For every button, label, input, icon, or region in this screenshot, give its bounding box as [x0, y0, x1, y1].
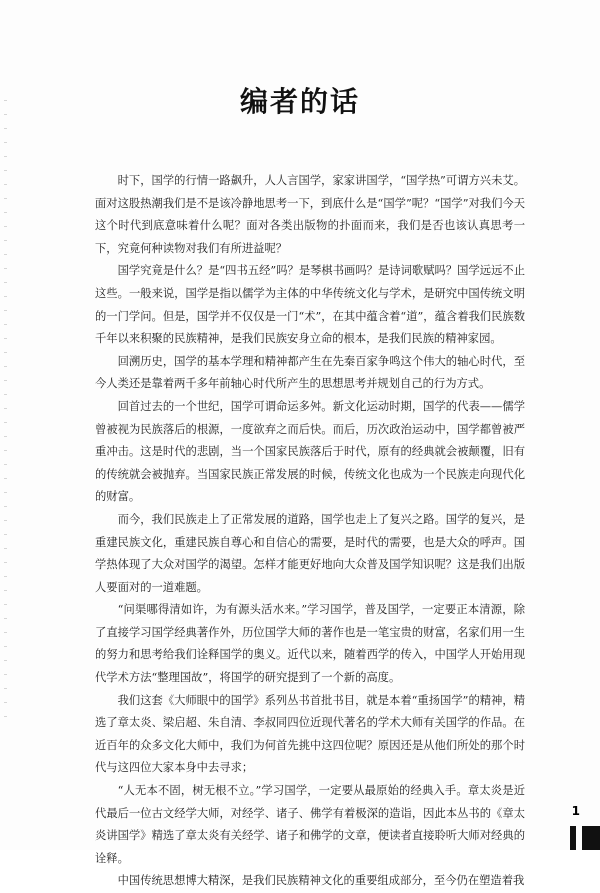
paragraph-4: 回首过去的一个世纪，国学可谓命运多舛。新文化运动时期，国学的代表——儒学曾被视为民族落后的根源，一度欲弃之而后快。而后，历次政治运动中，国学都曾被严重冲击。这是时代的悲剧，当一个国家民族落后于时代，原有的经典就会被颠覆，旧有的传统就会被抛弃。当国家民族正常发展的时候，传统文化也成为一个民族走向现代化的财富。 [95, 399, 525, 504]
page-number: 1 [571, 804, 580, 818]
paragraph-5: 而今，我们民族走上了正常发展的道路，国学也走上了复兴之路。国学的复兴，是重建民族文化，重建民族自尊心和自信心的需要，是时代的需要，也是大众的呼声。国学热体现了大众对国学的渴望。怎样才能更好地向大众普及国学知识呢？这是我们出版人要面对的一道难题。 [95, 512, 525, 594]
paragraph-9: 中国传统思想博大精深，是我们民族精神文化的重要组成部分，至今仍在塑造着我 [117, 874, 525, 888]
scan-edge-marks [4, 100, 7, 720]
paragraph-1: 时下，国学的行情一路飙升，人人言国学，家家讲国学，“国学热”可谓方兴未艾。面对这股热潮我们是不是该冷静地思考一下，到底什么是“国学”呢？“国学”对我们今天这个时代到底意味着什么呢？面对各类出版物的扑面而来，我们是否也该认真思考一下，究竟何种读物对我们有所进益呢？ [95, 174, 525, 255]
paragraph-3: 回溯历史，国学的基本学理和精神都产生在先秦百家争鸣这个伟大的轴心时代，至今人类还是靠着两千多年前轴心时代所产生的思想思考并规划自己的行为方式。 [95, 354, 525, 391]
paragraph-7: 我们这套《大师眼中的国学》系列丛书首批书目，就是本着“重扬国学”的精神，精选了章太炎、梁启超、朱自清、李叔同四位近现代著名的学术大师有关国学的作品。在近百年的众多文化大师中，我们为何首先挑中这四位呢？原因还是从他们所处的那个时代与这四位大家本身中去寻求； [95, 693, 525, 775]
body-text [95, 170, 525, 893]
paragraph-8: “人无本不固，树无根不立。”学习国学，一定要从最原始的经典入手。章太炎是近代最后一位古文经学大师，对经学、诸子、佛学有着极深的造诣，因此本丛书的《章太炎讲国学》精选了章太炎有关经学、诸子和佛学的文章，便读者直接聆听大师对经典的诠释。 [95, 784, 525, 865]
page-title: 编者的话 [239, 85, 360, 118]
paragraph-6: “问渠哪得清如许，为有源头活水来。”学习国学，普及国学，一定要正本清源，除了直接学习国学经典著作外，历位国学大师的著作也是一笔宝贵的财富，名家们用一生的努力和思考给我们诠释国学的奥义。近代以来，随着西学的传入，中国学人开始用现代学术方法“整理国故”，将国学的研究提到了一个新的高度。 [95, 603, 525, 685]
page-edge-marker [582, 826, 600, 850]
paragraph-2: 国学究竟是什么？是“四书五经”吗？是琴棋书画吗？是诗词歌赋吗？国学远远不止这些。一般来说，国学是指以儒学为主体的中华传统文化与学术，是研究中国传统文明的一门学问。但是，国学并不仅仅是一门“术”，在其中蕴含着“道”，蕴含着我们民族数千年以来积聚的民族精神，是我们民族安身立命的根本，是我们民族的精神家园。 [95, 264, 525, 346]
